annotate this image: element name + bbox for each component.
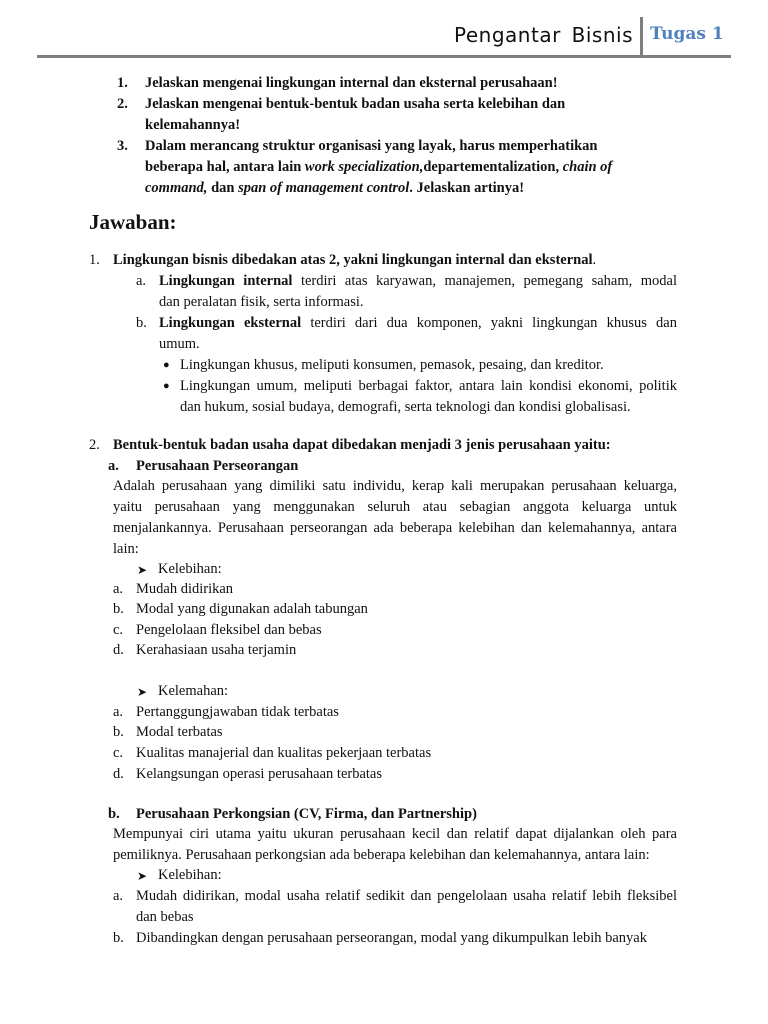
list-item: Modal yang digunakan adalah tabungan	[136, 601, 368, 617]
q3-italic: work specialization,	[304, 159, 424, 175]
answer-2-number: 2.	[89, 437, 100, 453]
answer-1b-rest: terdiri dari dua komponen, yakni lingkungan khusus dan	[310, 315, 677, 331]
list-item: Modal terbatas	[136, 724, 223, 740]
bullet-icon: ●	[163, 380, 170, 392]
q3-text: beberapa hal, antara lain	[145, 159, 305, 175]
list-item: Kualitas manajerial dan kualitas pekerjaan terbatas	[136, 745, 432, 761]
section-b-kelebihan-label: Kelebihan:	[158, 867, 222, 883]
list-label: c.	[113, 622, 124, 638]
arrow-bullet-icon: ➤	[137, 563, 148, 577]
list-item-cont: dan bebas	[136, 909, 194, 925]
section-a-label: a.	[108, 458, 119, 474]
q3-italic: span of management control	[238, 180, 410, 196]
answer-1a-line2: dan peralatan fisik, serta informasi.	[159, 294, 364, 310]
section-a-para: menjalankannya. Perusahaan perseorangan ada beberapa kelebihan dan kelemahannya, antara	[113, 520, 677, 536]
section-b-title: Perusahaan Perkongsian (CV, Firma, dan Partnership)	[136, 806, 477, 822]
section-b-label: b.	[108, 806, 120, 822]
section-a-para: Adalah perusahaan yang dimiliki satu individu, kerap kali merupakan perusahaan keluarga,	[113, 478, 677, 494]
list-item: Pertanggungjawaban tidak terbatas	[136, 704, 339, 720]
section-a-para: lain:	[113, 541, 139, 557]
answer-heading: Jawaban:	[89, 210, 177, 234]
q3-text: departementalization,	[423, 159, 563, 175]
q3-text: dan	[207, 180, 239, 196]
list-item: Kerahasiaan usaha terjamin	[136, 642, 297, 658]
list-item: Mudah didirikan	[136, 581, 234, 597]
list-label: c.	[113, 745, 124, 761]
question-number: 2.	[117, 96, 128, 112]
header-rule	[37, 55, 731, 58]
list-item: Kelangsungan operasi perusahaan terbatas	[136, 766, 382, 782]
question-1	[117, 75, 558, 92]
q3-italic: chain of	[562, 159, 613, 175]
question-number: 3.	[117, 138, 128, 154]
answer-1a-line1	[159, 273, 677, 290]
list-label: d.	[113, 766, 124, 782]
question-number: 1.	[117, 75, 128, 91]
header-title: Pengantar Bisnis	[454, 23, 633, 47]
list-label: b.	[113, 601, 124, 617]
bullet-item: Lingkungan umum, meliputi berbagai faktor, antara lain kondisi ekonomi, politik	[180, 378, 677, 394]
section-b-para: Mempunyai ciri utama yaitu ukuran perusahaan kecil dan relatif dapat dijalankan oleh para	[113, 826, 677, 842]
question-text: Dalam merancang struktur organisasi yang layak, harus memperhatikan	[145, 138, 598, 154]
question-2	[117, 96, 565, 113]
answer-1b-line2: umum.	[159, 336, 200, 352]
answer-1b-label: b.	[136, 315, 147, 331]
list-label: b.	[113, 724, 124, 740]
section-a-para: yaitu perusahaan yang menggunakan seluruh atau sebagian anggota keluarga untuk	[113, 499, 677, 515]
bullet-item: Lingkungan khusus, meliputi konsumen, pemasok, pesaing, dan kreditor.	[180, 357, 604, 373]
arrow-bullet-icon: ➤	[137, 869, 148, 883]
answer-2-text: Bentuk-bentuk badan usaha dapat dibedakan menjadi 3 jenis perusahaan yaitu:	[113, 437, 611, 453]
bullet-icon: ●	[163, 359, 170, 371]
section-a-title: Perusahaan Perseorangan	[136, 458, 299, 474]
kelemahan-label: Kelemahan:	[158, 683, 229, 699]
list-item: Mudah didirikan, modal usaha relatif sedikit dan pengelolaan usaha relatif lebih fleksibel	[136, 888, 677, 904]
section-b-para: pemiliknya. Perusahaan perkongsian ada beberapa kelebihan dan kelemahannya, antara lain:	[113, 847, 650, 863]
q3-text: . Jelaskan artinya!	[409, 180, 525, 196]
question-3-line2	[145, 159, 612, 176]
answer-1-text	[113, 252, 596, 269]
kelebihan-label: Kelebihan:	[158, 561, 222, 577]
list-label: a.	[113, 581, 124, 597]
list-item: Dibandingkan dengan perusahaan perseorangan, modal yang dikumpulkan lebih banyak	[136, 930, 647, 946]
question-3	[117, 138, 597, 155]
question-3-line3	[145, 180, 524, 197]
answer-1-bold: Lingkungan bisnis dibedakan atas 2, yakni lingkungan internal dan eksternal	[113, 252, 593, 268]
answer-1a-bold: Lingkungan internal	[159, 273, 293, 289]
list-label: a.	[113, 888, 124, 904]
header-divider	[640, 17, 643, 58]
answer-1a-rest: terdiri atas karyawan, manajemen, pemegang saham, modal	[300, 273, 678, 289]
answer-1-number: 1.	[89, 252, 100, 268]
answer-1-dot: .	[592, 252, 597, 268]
q3-italic: command,	[145, 180, 208, 196]
answer-1b-line1	[159, 315, 677, 332]
list-label: b.	[113, 930, 124, 946]
question-text: Jelaskan mengenai lingkungan internal dan eksternal perusahaan!	[145, 75, 558, 91]
list-label: d.	[113, 642, 124, 658]
question-text: Jelaskan mengenai bentuk-bentuk badan usaha serta kelebihan dan	[145, 96, 566, 112]
arrow-bullet-icon: ➤	[137, 685, 148, 699]
answer-1b-bold: Lingkungan eksternal	[159, 315, 302, 331]
question-2-cont: kelemahannya!	[145, 117, 241, 133]
answer-1a-label: a.	[136, 273, 147, 289]
list-item: Pengelolaan fleksibel dan bebas	[136, 622, 322, 638]
list-label: a.	[113, 704, 124, 720]
header-tag: Tugas 1	[650, 24, 724, 44]
bullet-item-cont: dan hukum, sosial budaya, demografi, serta teknologi dan kondisi globalisasi.	[180, 399, 631, 415]
